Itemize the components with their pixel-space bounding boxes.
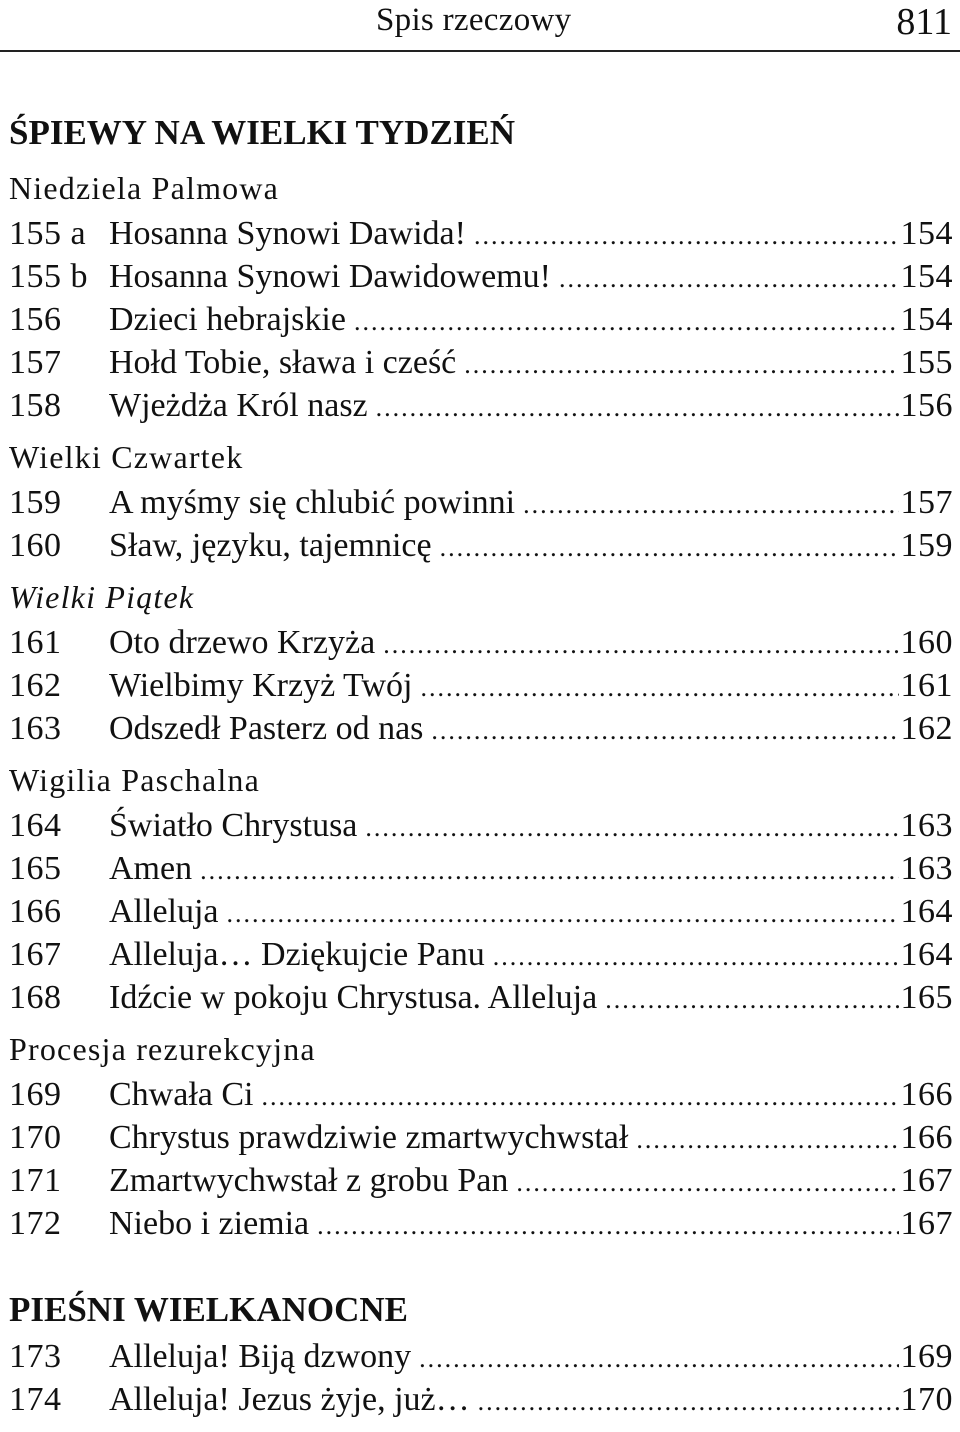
- group-heading: Niedziela Palmowa: [9, 170, 280, 206]
- dot-leader: [420, 666, 898, 709]
- entry-title: Dzieci hebrajskie: [109, 301, 346, 338]
- toc-entry: [9, 1116, 953, 1159]
- running-title: Spis rzeczowy: [376, 2, 572, 38]
- entry-title: Alleluja! Biją dzwony: [109, 1338, 412, 1375]
- toc-entry: [9, 804, 953, 847]
- entry-title: Zmartwychwstał z grobu Pan: [109, 1162, 509, 1199]
- entry-title: Wielbimy Krzyż Twój: [109, 667, 413, 704]
- entry-page: 163: [900, 850, 953, 887]
- entry-number: 161: [9, 624, 62, 661]
- toc-entry: [9, 1335, 953, 1378]
- entry-title: Hołd Tobie, sława i cześć: [109, 344, 457, 381]
- toc-entry: [9, 890, 953, 933]
- entry-number: 164: [9, 807, 62, 844]
- dot-leader: [227, 892, 899, 935]
- toc-entry: [9, 1159, 953, 1202]
- entry-number: 157: [9, 344, 62, 381]
- entry-page: 154: [900, 301, 953, 338]
- dot-leader: [354, 300, 899, 343]
- entry-page: 166: [900, 1119, 953, 1156]
- toc-entry: [9, 1073, 953, 1116]
- dot-leader: [365, 806, 898, 849]
- entry-title: Chwała Ci: [109, 1076, 254, 1113]
- dot-leader: [523, 483, 898, 526]
- entry-page: 160: [900, 624, 953, 661]
- dot-leader: [493, 935, 899, 978]
- entry-number: 163: [9, 710, 62, 747]
- entry-number: 162: [9, 667, 62, 704]
- dot-leader: [200, 849, 898, 892]
- toc-entry: [9, 933, 953, 976]
- entry-number: 156: [9, 301, 62, 338]
- entry-title: A myśmy się chlubić powinni: [109, 484, 516, 521]
- dot-leader: [431, 709, 898, 752]
- toc-entry: [9, 481, 953, 524]
- entry-number: 159: [9, 484, 62, 521]
- toc-entry: [9, 212, 953, 255]
- entry-title: Amen: [109, 850, 193, 887]
- entry-page: 157: [900, 484, 953, 521]
- entry-page: 162: [900, 710, 953, 747]
- dot-leader: [478, 1380, 899, 1423]
- entry-page: 154: [900, 258, 953, 295]
- toc-entry: [9, 1378, 953, 1421]
- dot-leader: [376, 386, 899, 429]
- entry-number: 155 a: [9, 215, 87, 252]
- entry-title: Chrystus prawdziwie zmartwychwstał: [109, 1119, 629, 1156]
- entry-page: 170: [900, 1381, 953, 1418]
- entry-number: 160: [9, 527, 62, 564]
- entry-number: 167: [9, 936, 62, 973]
- toc-entry: [9, 524, 953, 567]
- section-title: ŚPIEWY NA WIELKI TYDZIEŃ: [9, 113, 516, 152]
- entry-page: 164: [900, 893, 953, 930]
- dot-leader: [636, 1118, 898, 1161]
- entry-page: 155: [900, 344, 953, 381]
- entry-number: 168: [9, 979, 62, 1016]
- entry-title: Odszedł Pasterz od nas: [109, 710, 424, 747]
- entry-page: 165: [900, 979, 953, 1016]
- entry-number: 174: [9, 1381, 62, 1418]
- toc-entry: [9, 847, 953, 890]
- page-header: [0, 0, 960, 52]
- entry-page: 164: [900, 936, 953, 973]
- entry-title: Hosanna Synowi Dawidowemu!: [109, 258, 551, 295]
- section-title: PIEŚNI WIELKANOCNE: [9, 1290, 409, 1329]
- entry-number: 166: [9, 893, 62, 930]
- toc-entry: [9, 255, 953, 298]
- dot-leader: [464, 343, 898, 386]
- toc-entry: [9, 341, 953, 384]
- entry-number: 172: [9, 1205, 62, 1242]
- entry-page: 159: [900, 527, 953, 564]
- entry-title: Niebo i ziemia: [109, 1205, 310, 1242]
- dot-leader: [516, 1161, 898, 1204]
- entry-page: 161: [900, 667, 953, 704]
- entry-page: 169: [900, 1338, 953, 1375]
- dot-leader: [261, 1075, 898, 1118]
- entry-title: Alleluja! Jezus żyje, już…: [109, 1381, 470, 1418]
- dot-leader: [605, 978, 898, 1021]
- entry-title: Hosanna Synowi Dawida!: [109, 215, 466, 252]
- entry-title: Idźcie w pokoju Chrystusa. Alleluja: [109, 979, 598, 1016]
- entry-page: 156: [900, 387, 953, 424]
- page-number: 811: [896, 1, 952, 43]
- dot-leader: [440, 526, 899, 569]
- group-heading: Wigilia Paschalna: [9, 762, 261, 798]
- entry-number: 165: [9, 850, 62, 887]
- dot-leader: [419, 1337, 898, 1380]
- entry-page: 167: [900, 1205, 953, 1242]
- dot-leader: [317, 1204, 898, 1247]
- entry-page: 166: [900, 1076, 953, 1113]
- table-of-contents: [9, 108, 953, 1421]
- entry-page: 154: [900, 215, 953, 252]
- entry-page: 163: [900, 807, 953, 844]
- entry-number: 158: [9, 387, 62, 424]
- dot-leader: [559, 257, 899, 300]
- dot-leader: [474, 214, 899, 257]
- group-heading: Wielki Piątek: [9, 579, 195, 615]
- group-heading: Procesja rezurekcyjna: [9, 1031, 316, 1067]
- toc-entry: [9, 298, 953, 341]
- entry-title: Światło Chrystusa: [109, 807, 358, 844]
- entry-title: Sław, języku, tajemnicę: [109, 527, 432, 564]
- toc-entry: [9, 707, 953, 750]
- toc-entry: [9, 976, 953, 1019]
- entry-title: Oto drzewo Krzyża: [109, 624, 376, 661]
- dot-leader: [383, 623, 898, 666]
- entry-title: Wjeżdża Król nasz: [109, 387, 368, 424]
- entry-number: 169: [9, 1076, 62, 1113]
- toc-entry: [9, 384, 953, 427]
- entry-number: 170: [9, 1119, 62, 1156]
- toc-entry: [9, 621, 953, 664]
- toc-entry: [9, 664, 953, 707]
- group-heading: Wielki Czwartek: [9, 439, 244, 475]
- entry-number: 171: [9, 1162, 62, 1199]
- entry-title: Alleluja: [109, 893, 219, 930]
- entry-page: 167: [900, 1162, 953, 1199]
- entry-title: Alleluja… Dziękujcie Panu: [109, 936, 485, 973]
- entry-number: 155 b: [9, 258, 88, 295]
- toc-entry: [9, 1202, 953, 1245]
- entry-number: 173: [9, 1338, 62, 1375]
